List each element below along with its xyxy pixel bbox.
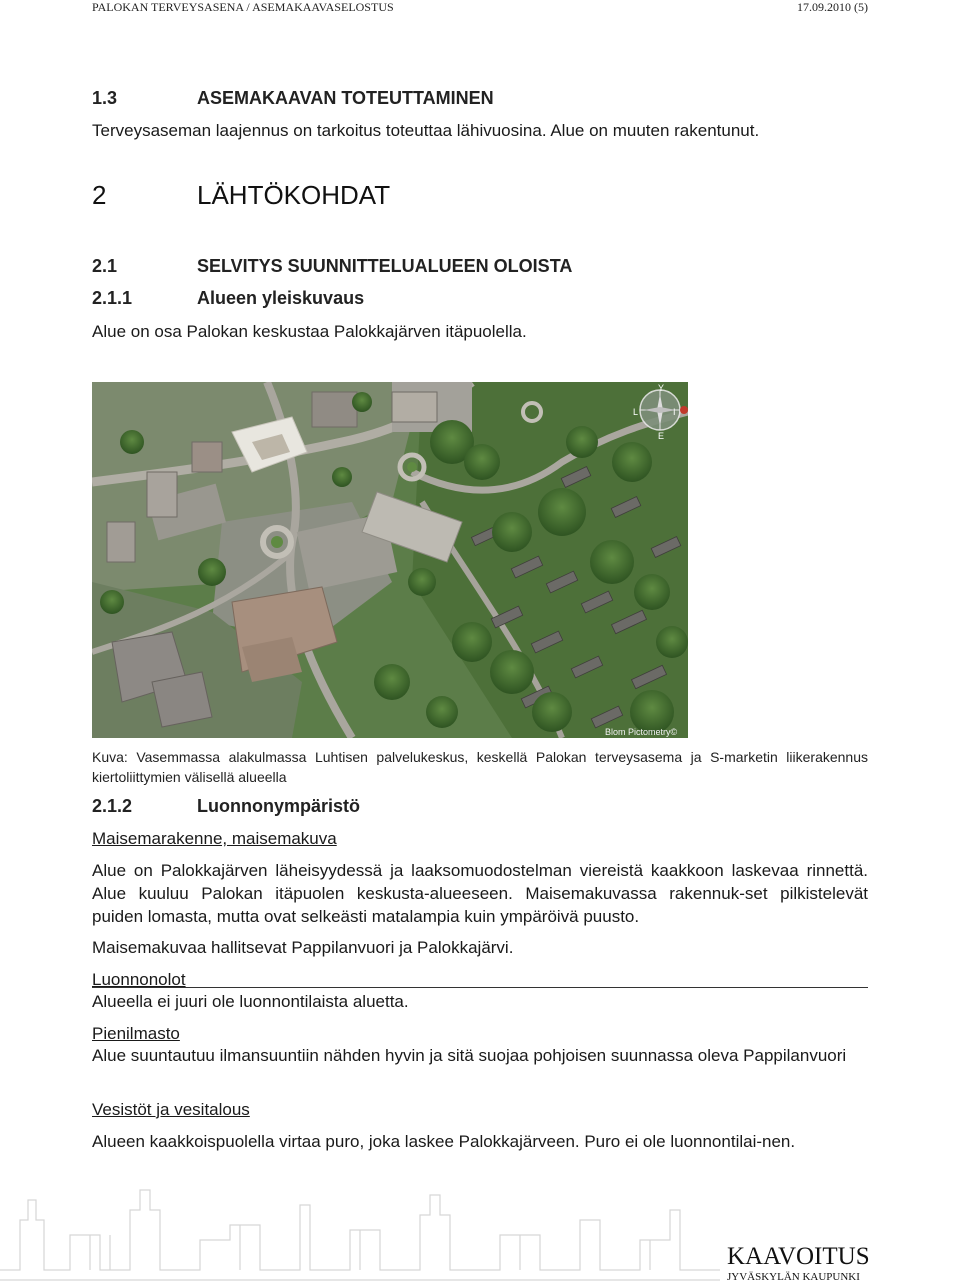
chapter-title: LÄHTÖKOHDAT — [197, 180, 391, 210]
subheading-vesistot: Vesistöt ja vesitalous — [92, 1100, 250, 1119]
section-2-1-2-heading — [92, 796, 360, 817]
chapter-number: 2 — [92, 180, 107, 210]
section-1-3-heading — [92, 88, 494, 109]
page-header — [92, 0, 868, 20]
subheading-maisemarakenne: Maisemarakenne, maisemakuva — [92, 829, 337, 848]
section-title: SELVITYS SUUNNITTELUALUEEN OLOISTA — [197, 256, 573, 276]
subheading-pienilmasto: Pienilmasto — [92, 1024, 180, 1043]
paragraph-pienilmasto: Alue suuntautuu ilmansuuntiin nähden hyvin ja sitä suojaa pohjoisen suunnassa oleva Pappilanvuori — [92, 1046, 847, 1065]
photo-credit: Blom Pictometry© — [605, 727, 678, 737]
subheading-rule — [92, 967, 868, 988]
paragraph-vesistot: Alueen kaakkoispuolella virtaa puro, joka laskee Palokkajärveen. Puro ei ole luonnontilai-nen. — [92, 1132, 796, 1151]
paragraph-2-1-1: Alue on osa Palokan keskustaa Palokkajärven itäpuolella. — [92, 322, 527, 341]
section-2-1-heading — [92, 256, 572, 277]
section-title: Luonnonympäristö — [197, 796, 360, 816]
compass-west-label: L — [633, 407, 639, 417]
header-document-title: PALOKAN TERVEYSASENA / ASEMAKAAVASELOSTUS — [92, 0, 394, 14]
kaavoitus-logo: KAAVOITUS — [727, 1243, 870, 1270]
chapter-2-heading — [92, 180, 390, 211]
jyvaskyla-logo-subtitle: JYVÄSKYLÄN KAUPUNKI — [727, 1271, 860, 1283]
compass-south-label: E — [658, 431, 665, 441]
section-number: 2.1 — [92, 256, 118, 276]
paragraph-luonnonolot: Alueella ei juuri ole luonnontilaista aluetta. — [92, 992, 409, 1011]
aerial-photo — [92, 382, 688, 738]
header-date-page: 17.09.2010 (5) — [797, 0, 868, 14]
photo-caption: Kuva: Vasemmassa alakulmassa Luhtisen palvelukeskus, keskellä Palokan terveysasema ja S-marketin liikerakennus kiertoliittymien välisellä alueella — [92, 749, 868, 785]
subheading-luonnonolot: Luonnonolot — [92, 970, 186, 989]
paragraph-maisema-1: Alue on Palokkajärven läheisyydessä ja laaksomuodostelman viereistä kaakkoon laskevaa rinnettä. Alue kuuluu Palokan itäpuolen keskusta-alueeseen. Maisemakuvassa rakennuk-set pilkistelevät puiden lomasta, mutta ovat selkeästi matalampia kuin ympäröivä puusto. — [92, 861, 868, 926]
section-title: Alueen yleiskuvaus — [197, 288, 365, 308]
section-number: 2.1.1 — [92, 288, 133, 308]
compass-east-label: I — [673, 407, 676, 417]
compass-north-label: Y — [658, 383, 665, 393]
section-number: 1.3 — [92, 88, 118, 108]
section-title: ASEMAKAAVAN TOTEUTTAMINEN — [197, 88, 494, 108]
paragraph-1-3: Terveysaseman laajennus on tarkoitus toteuttaa lähivuosina. Alue on muuten rakentunut. — [92, 121, 760, 140]
section-number: 2.1.2 — [92, 796, 133, 816]
paragraph-maisema-2: Maisemakuvaa hallitsevat Pappilanvuori ja Palokkajärvi. — [92, 938, 514, 957]
section-2-1-1-heading — [92, 288, 364, 309]
